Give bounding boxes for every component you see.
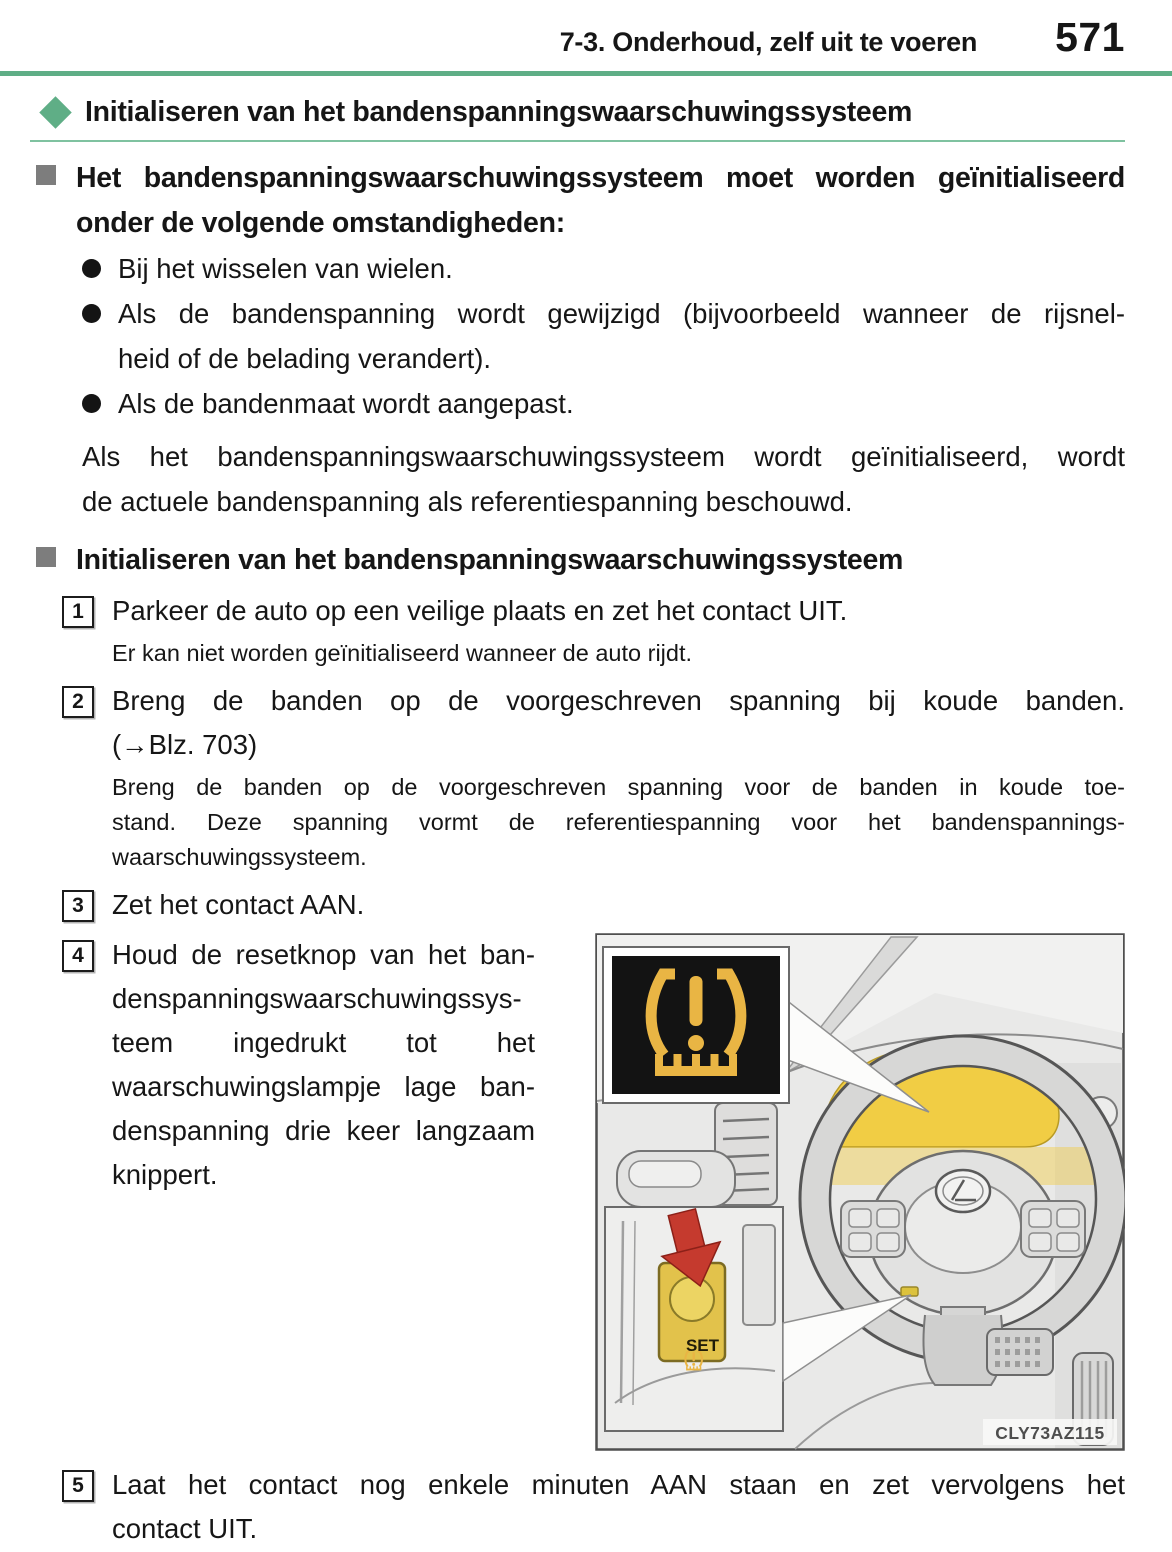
section-procedure-title: Initialiseren van het bandenspanningswaarschuwingssysteem bbox=[76, 544, 904, 576]
step-text: Breng de banden op de voorgeschreven spanning bij koude banden. (→Blz. 703) bbox=[112, 685, 1125, 760]
page-title: Initialiseren van het bandenspanningswaarschuwingssysteem bbox=[85, 96, 913, 128]
step-text: Houd de resetknop van het ban- denspanningswaarschuwingssys- teem ingedrukt tot het waarschuwingslampje lage ban- denspanning drie keer langzaam knippert. bbox=[112, 939, 535, 1190]
section-conditions-title bbox=[76, 156, 1125, 246]
step-number: 5 bbox=[62, 1470, 94, 1502]
step-number: 1 bbox=[62, 596, 94, 628]
step-text: Parkeer de auto op een veilige plaats en zet het contact UIT. bbox=[112, 595, 848, 626]
door-handle bbox=[617, 1151, 735, 1207]
main-heading-row bbox=[36, 96, 1125, 129]
conditions-list bbox=[82, 246, 1125, 426]
image-code-label bbox=[983, 1419, 1117, 1445]
section-procedure-title-row bbox=[36, 538, 1125, 583]
list-item-text: Als de bandenspanning wordt gewijzigd (bijvoorbeeld wanneer de rijsnel- heid of de belading verandert). bbox=[118, 298, 1125, 374]
conditions-note: Als het bandenspanningswaarschuwingssysteem wordt geïnitialiseerd, wordt de actuele bandenspanning als referentiespanning beschouwd. bbox=[82, 441, 1125, 517]
section-conditions-title-row bbox=[36, 156, 1125, 246]
step-text: Zet het contact AAN. bbox=[112, 889, 365, 920]
section-square-icon bbox=[36, 165, 56, 185]
bullet-icon bbox=[82, 394, 101, 413]
step-1-note: Er kan niet worden geïnitialiseerd wanneer de auto rijdt. bbox=[112, 640, 693, 666]
diamond-icon bbox=[39, 96, 72, 129]
heading-underline bbox=[30, 140, 1125, 142]
procedure-steps bbox=[62, 589, 1125, 1551]
list-item-text: Als de bandenmaat wordt aangepast. bbox=[118, 388, 574, 419]
header-divider bbox=[0, 71, 1172, 76]
step-number: 3 bbox=[62, 890, 94, 922]
figure-dashboard-illustration bbox=[595, 933, 1125, 1451]
breadcrumb: 7-3. Onderhoud, zelf uit te voeren bbox=[559, 27, 978, 57]
step-5 bbox=[62, 1463, 1125, 1551]
step-4 bbox=[62, 933, 1125, 1451]
dashboard-illustration-svg bbox=[595, 933, 1125, 1451]
step-2 bbox=[62, 679, 1125, 767]
list-item bbox=[82, 246, 1125, 291]
list-item bbox=[82, 291, 1125, 381]
title-line: Het bandenspanningswaarschuwingssysteem moet worden geïnitialiseerd bbox=[76, 162, 1125, 194]
step-1 bbox=[62, 589, 1125, 633]
reset-button-inset bbox=[605, 1205, 783, 1431]
list-item-text: Bij het wisselen van wielen. bbox=[118, 253, 453, 284]
title-line: onder de volgende omstandigheden: bbox=[76, 207, 565, 239]
svg-text:CLY73AZ115: CLY73AZ115 bbox=[995, 1423, 1105, 1443]
step-2-note: Breng de banden op de voorgeschreven spanning voor de banden in koude toe- stand. Deze spanning vormt de referentiespanning voor het bandenspannings- waarschuwingssysteem. bbox=[112, 774, 1125, 870]
step-number: 4 bbox=[62, 940, 94, 972]
step-3 bbox=[62, 883, 1125, 927]
step-text: Laat het contact nog enkele minuten AAN staan en zet vervolgens het contact UIT. bbox=[112, 1469, 1125, 1544]
list-item bbox=[82, 381, 1125, 426]
section-conditions bbox=[36, 156, 1125, 524]
section-square-icon bbox=[36, 547, 56, 567]
warning-lamp-inset bbox=[603, 947, 789, 1103]
page-number: 571 bbox=[1055, 14, 1125, 60]
step-number: 2 bbox=[62, 686, 94, 718]
set-button-label: SET bbox=[685, 1336, 719, 1355]
bullet-icon bbox=[82, 304, 101, 323]
section-procedure bbox=[36, 538, 1125, 1551]
brand-logo bbox=[936, 1170, 990, 1212]
page-header bbox=[36, 0, 1125, 61]
bullet-icon bbox=[82, 259, 101, 278]
